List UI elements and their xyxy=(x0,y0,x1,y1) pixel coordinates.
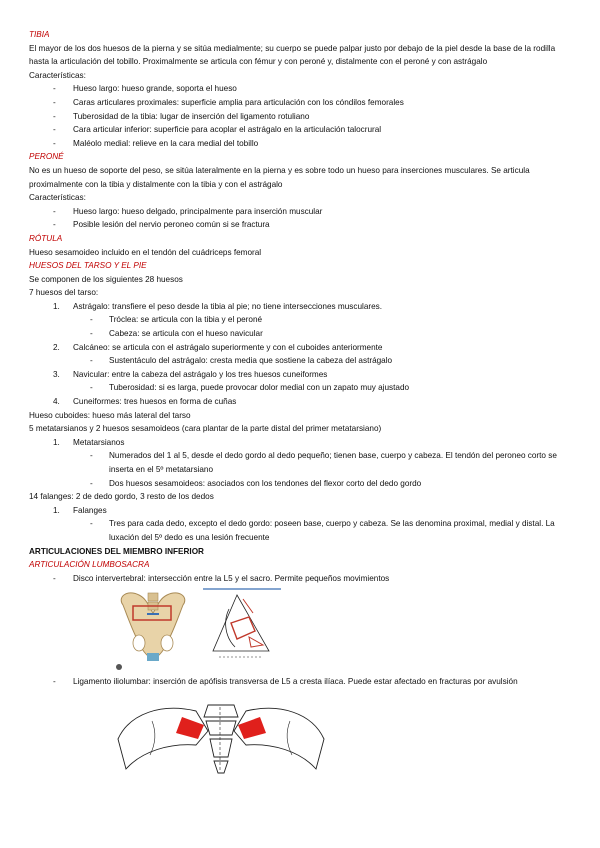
list-item: 3. Navicular: entre la cabeza del astrágalo y los tres huesos cuneiformes xyxy=(53,369,328,379)
bullet: - xyxy=(53,677,56,687)
rotula-paragraph: Hueso sesamoideo incluido en el tendón del cuádriceps femoral xyxy=(29,247,262,257)
bullet: - xyxy=(53,573,56,583)
list-item: - Disco intervertebral: intersección entre la L5 y el sacro. Permite pequeños movimientos xyxy=(29,572,574,586)
list-item: - Cara articular inferior: superficie para acoplar el astrágalo en la articulación talocrural xyxy=(29,123,574,137)
section-title-perone: PERONÉ xyxy=(29,152,64,162)
perone-list xyxy=(29,205,574,232)
section-title-lumbosacra: ARTICULACIÓN LUMBOSACRA xyxy=(29,560,150,570)
list-item: - Cabeza: se articula con el hueso navicular xyxy=(29,327,574,341)
caracteristicas-label: Características: xyxy=(29,193,86,203)
list-item: - Tres para cada dedo, excepto el dedo gordo: poseen base, cuerpo y cabeza. Se las denomina proximal, medial y distal. La luxación del 5º dedo es una lesión frecuente xyxy=(90,519,555,542)
bullet: - xyxy=(53,206,56,216)
bullet: - xyxy=(90,451,93,461)
section-title-tarso: HUESOS DEL TARSO Y EL PIE xyxy=(29,261,147,271)
tarso-intro: Se componen de los siguientes 28 huesos xyxy=(29,274,183,284)
bullet: - xyxy=(90,329,93,339)
list-item: - Dos huesos sesamoideos: asociados con los tendones del flexor corto del dedo gordo xyxy=(29,477,574,491)
section-title-rotula: RÓTULA xyxy=(29,233,63,243)
list-item: 2. Calcáneo: se articula con el astrágalo superiormente y con el cuboides anteriormente xyxy=(53,342,383,352)
falanges-intro: 14 falanges: 2 de dedo gordo, 3 resto de los dedos xyxy=(29,492,214,502)
lumbosacral-angle-diagram xyxy=(201,587,283,673)
section-title-articulaciones: ARTICULACIONES DEL MIEMBRO INFERIOR xyxy=(29,546,204,556)
list-item: 1. Falanges xyxy=(53,505,107,515)
tibia-list xyxy=(29,82,574,150)
list-item: - Posible lesión del nervio peroneo común si se fractura xyxy=(29,218,574,232)
list-item: - Maléolo medial: relieve en la cara medial del tobillo xyxy=(29,137,574,151)
tarso-count: 7 huesos del tarso: xyxy=(29,288,99,298)
pelvis-illustration xyxy=(113,587,193,673)
bullet: - xyxy=(53,97,56,107)
figure-row-lumbosacral xyxy=(29,587,574,675)
bullet: - xyxy=(90,519,93,529)
bullet: - xyxy=(90,478,93,488)
list-item: 1. Metatarsianos xyxy=(53,437,125,447)
bullet: - xyxy=(53,125,56,135)
list-item: - Hueso largo: hueso grande, soporta el hueso xyxy=(29,82,574,96)
list-item: - Caras articulares proximales: superficie amplia para articulación con los cóndilos femorales xyxy=(29,96,574,110)
list-item: - Tuberosidad de la tibia: lugar de inserción del ligamento rotuliano xyxy=(29,110,574,124)
list-item: 4. Cuneiformes: tres huesos en forma de cuñas xyxy=(53,397,237,407)
list-item: - Tróclea: se articula con la tibia y el peroné xyxy=(29,313,574,327)
bullet: - xyxy=(53,84,56,94)
list-item: 1. Astrágalo: transfiere el peso desde la tibia al pie; no tiene intersecciones musculares. xyxy=(53,301,383,311)
bullet: - xyxy=(90,315,93,325)
document-content xyxy=(29,28,574,780)
bullet: - xyxy=(90,356,93,366)
bullet: - xyxy=(53,111,56,121)
iliolumbar-ligament-illustration xyxy=(116,699,326,775)
section-title-tibia: TIBIA xyxy=(29,30,50,39)
list-item: - Hueso largo: hueso delgado, principalmente para inserción muscular xyxy=(29,205,574,219)
tarso-list xyxy=(29,300,574,409)
cuboides-paragraph: Hueso cuboides: hueso más lateral del tarso xyxy=(29,410,191,420)
perone-paragraph: No es un hueso de soporte del peso, se sitúa lateralmente en la pierna y es sobre todo un hueso para inserciones musculares. Se articula proximalmente con la tibia y distalmente con la tibia y con el astrágalo xyxy=(29,165,530,189)
caracteristicas-label: Características: xyxy=(29,70,86,80)
metatarsianos-intro: 5 metatarsianos y 2 huesos sesamoideos (cara plantar de la parte distal del primer metatarsiano) xyxy=(29,424,382,434)
bullet: - xyxy=(53,220,56,230)
list-item: - Ligamento iliolumbar: inserción de apófisis transversa de L5 a cresta ilíaca. Puede estar afectado en fracturas por avulsión xyxy=(29,675,574,689)
list-item: - Sustentáculo del astrágalo: cresta media que sostiene la cabeza del astrágalo xyxy=(29,354,574,368)
tibia-paragraph: El mayor de los dos huesos de la pierna y se sitúa medialmente; su cuerpo se puede palpar justo por debajo de la piel desde la base de la rodilla hasta la articulación del tobillo. Proximalmente se articula con fémur y con peroné y, distalmente con el peroné y con astrágalo xyxy=(29,43,556,67)
list-item: - Numerados del 1 al 5, desde el dedo gordo al dedo pequeño; tienen base, cuerpo y cabeza. El tendón del peroneo corto se inserta en el 5º metatarsiano xyxy=(90,451,557,474)
list-item: - Tuberosidad: si es larga, puede provocar dolor medial con un zapato muy ajustado xyxy=(29,381,574,395)
bullet: - xyxy=(53,138,56,148)
bullet: - xyxy=(90,383,93,393)
